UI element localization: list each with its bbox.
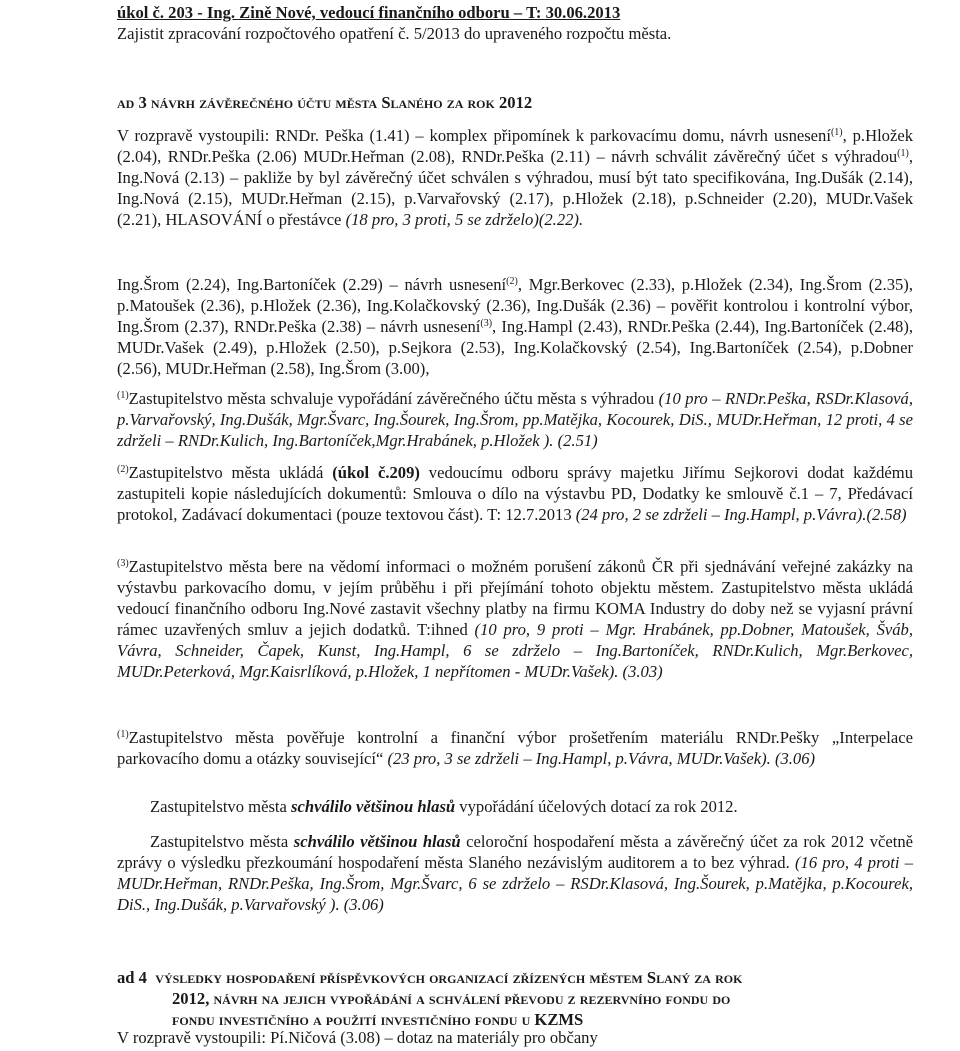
resolution-4 — [117, 727, 913, 769]
footnote-ref: (3) — [117, 558, 129, 569]
p2-text-b: , Mgr.Berkovec (2.33), p.Hložek (2.34), Ing.Šrom (2.35), p.Matoušek (2.36), p.Hložek (2.36), Ing.Kolačkovský (2.36), Ing.Dušák (2.36) – pověřit kontrolou i kontrolní výbor, Ing.Šrom (2.37), RNDr.Peška (2.38) – návrh usnesení — [117, 275, 913, 336]
resolution-text: Zastupitelstvo města schvaluje vypořádání závěrečného účtu města s výhradou — [128, 389, 659, 408]
resolution-text: celoroční hospodaření města a závěrečný účet za rok 2012 včetně zprávy o výsledku přezkoumání hospodaření města Slaného nezávislým auditorem a to bez výhrad. — [117, 832, 914, 872]
emphasis: schválilo většinou hlasů — [293, 832, 461, 851]
discussion-paragraph-1 — [117, 125, 913, 230]
vote-result: (24 pro, 2 se zdrželi – Ing.Hampl, p.Vávra).(2.58) — [575, 505, 907, 524]
task-number: (úkol č.209) — [332, 463, 420, 482]
task-block — [117, 2, 913, 44]
resolution-text: Zastupitelstvo města pověřuje kontrolní a finanční výbor prošetřením materiálu RNDr.Pešky „Interpelace parkovacího domu a otázky související“ — [117, 728, 913, 768]
resolution-text: vypořádání účelových dotací za rok 2012. — [455, 797, 738, 816]
p2-text-c: , Ing.Hampl (2.43), RNDr.Peška (2.44), Ing.Bartoníček (2.48), MUDr.Vašek (2.49), p.Hložek (2.50), p.Sejkora (2.53), Ing.Kolačkovský (2.54), Ing.Bartoníček (2.54), p.Dobner (2.56), MUDr.Heřman (2.58), Ing.Šrom (3.00), — [117, 317, 913, 378]
emphasis: schválilo většinou hlasů — [291, 797, 456, 816]
discussion-paragraph-2 — [117, 274, 913, 379]
resolution-text: vedoucímu odboru správy majetku Jiřímu Sejkorovi dodat každému zastupiteli kopie následujících dokumentů: Smlouva o dílo na výstavbu PD, Dodatky ke smlouvě č.1 – 7, Předávací protokol, Zadávací dokumentaci (pouze textovou část). T: 12.7.2013 — [117, 463, 913, 524]
resolution-1 — [117, 388, 913, 451]
ad3-heading: ad 3 návrh závěrečného účtu města Slaného za rok 2012 — [117, 93, 533, 112]
p1-text-b: , p.Hložek (2.04), RNDr.Peška (2.06) MUDr.Heřman (2.08), RNDr.Peška (2.11) – návrh schválit závěrečný účet s výhradou — [117, 126, 913, 166]
section-heading-ad4 — [117, 967, 917, 1030]
ad4-heading-line1: výsledky hospodaření příspěvkových organizací zřízených městem Slaný za rok — [155, 968, 743, 987]
resolution-text: Zastupitelstvo města — [150, 797, 292, 816]
vote-result: (23 pro, 3 se zdrželi – Ing.Hampl, p.Vávra, MUDr.Vašek). (3.06) — [387, 749, 816, 768]
footnote-ref: (1) — [117, 729, 129, 740]
ad4-heading-line2: návrh na jejich vypořádání a schválení převodu z rezervního fondu do — [213, 989, 731, 1008]
vote-result: (16 pro, 4 proti – MUDr.Heřman, RNDr.Peška, Ing.Šrom, Mgr.Švarc, 6 se zdrželo – RSDr.Klasová, Ing.Šourek, p.Matějka, p.Kocourek, DiS., Ing.Dušák, p.Varvařovský ). (3.06) — [117, 853, 914, 914]
ad4-year: 2012, — [172, 989, 210, 1008]
vote-result: (18 pro, 3 proti, 5 se zdrželo)(2.22). — [345, 210, 584, 229]
footnote-ref: (2) — [117, 464, 129, 475]
task-text: Zajistit zpracování rozpočtového opatření č. 5/2013 do upraveného rozpočtu města. — [117, 24, 672, 43]
vote-result: (10 pro – RNDr.Peška, RSDr.Klasová, p.Varvařovský, Ing.Dušák, Mgr.Švarc, Ing.Šourek, Ing.Šrom, pp.Matějka, Kocourek, DiS., MUDr.Heřman, 12 proti, 4 se zdrželi – RNDr.Kulich, Ing.Bartoníček,Mgr.Hrabánek, p.Hložek ). (2.51) — [117, 389, 913, 450]
ad4-prefix: ad 4 — [117, 968, 147, 987]
section-heading-ad3 — [117, 92, 913, 113]
ad4-discussion — [117, 1027, 913, 1048]
footnote-ref: (1) — [897, 148, 909, 159]
vote-result: (10 pro, 9 proti – Mgr. Hrabánek, pp.Dobner, Matoušek, Šváb, Vávra, Schneider, Čapek, Kunst, Ing.Hampl, 6 se zdrželo – Ing.Bartoníček, RNDr.Kulich, Mgr.Berkovec, MUDr.Peterková, Mgr.Kaisrlíková, p.Hložek, 1 nepřítomen - MUDr.Vašek). (3.03) — [117, 620, 913, 681]
p2-text-a: Ing.Šrom (2.24), Ing.Bartoníček (2.29) – návrh usnesení — [117, 275, 507, 294]
resolution-text: Zastupitelstvo města — [150, 832, 294, 851]
resolution-2 — [117, 462, 913, 525]
footnote-ref: (1) — [830, 127, 843, 138]
discussion-text: V rozpravě vystoupili: Pí.Ničová (3.08) – dotaz na materiály pro občany — [117, 1028, 598, 1047]
resolution-text: Zastupitelstvo města ukládá — [128, 463, 333, 482]
resolution-5 — [117, 796, 913, 817]
footnote-ref: (3) — [480, 318, 493, 329]
task-title: úkol č. 203 - Ing. Zině Nové, vedoucí finančního odboru – T: 30.06.2013 — [117, 3, 621, 22]
resolution-3 — [117, 556, 913, 682]
p1-text-a: V rozpravě vystoupili: RNDr. Peška (1.41) – komplex připomínek k parkovacímu domu, návrh usnesení — [117, 126, 831, 145]
ad4-heading-line3: fondu investičního a použití investičního fondu u KZMS — [172, 1010, 584, 1029]
resolution-text: Zastupitelstvo města bere na vědomí informaci o možném porušení zákonů ČR při sjednávání veřejné zakázky na výstavbu parkovacího domu, v jejím průběhu i při přejímání tohoto objektu městem. Zastupitelstvo města ukládá vedoucí finančního odboru Ing.Nové zastavit všechny platby na firmu KOMA Industry do doby než se vyjasní právní rámec uzavřených smluv a jejich dodatků. T:ihned — [117, 557, 913, 639]
resolution-6 — [117, 831, 913, 915]
footnote-ref: (1) — [117, 390, 129, 401]
p1-text-c: , Ing.Nová (2.13) – pakliže by byl závěrečný účet schválen s výhradou, musí být tato specifikována, Ing.Dušák (2.14), Ing.Nová (2.15), MUDr.Heřman (2.15), p.Varvařovský (2.17), p.Hložek (2.18), p.Schneider (2.20), MUDr.Vašek (2.21), HLASOVÁNÍ o přestávce — [117, 147, 913, 229]
footnote-ref: (2) — [506, 276, 518, 287]
